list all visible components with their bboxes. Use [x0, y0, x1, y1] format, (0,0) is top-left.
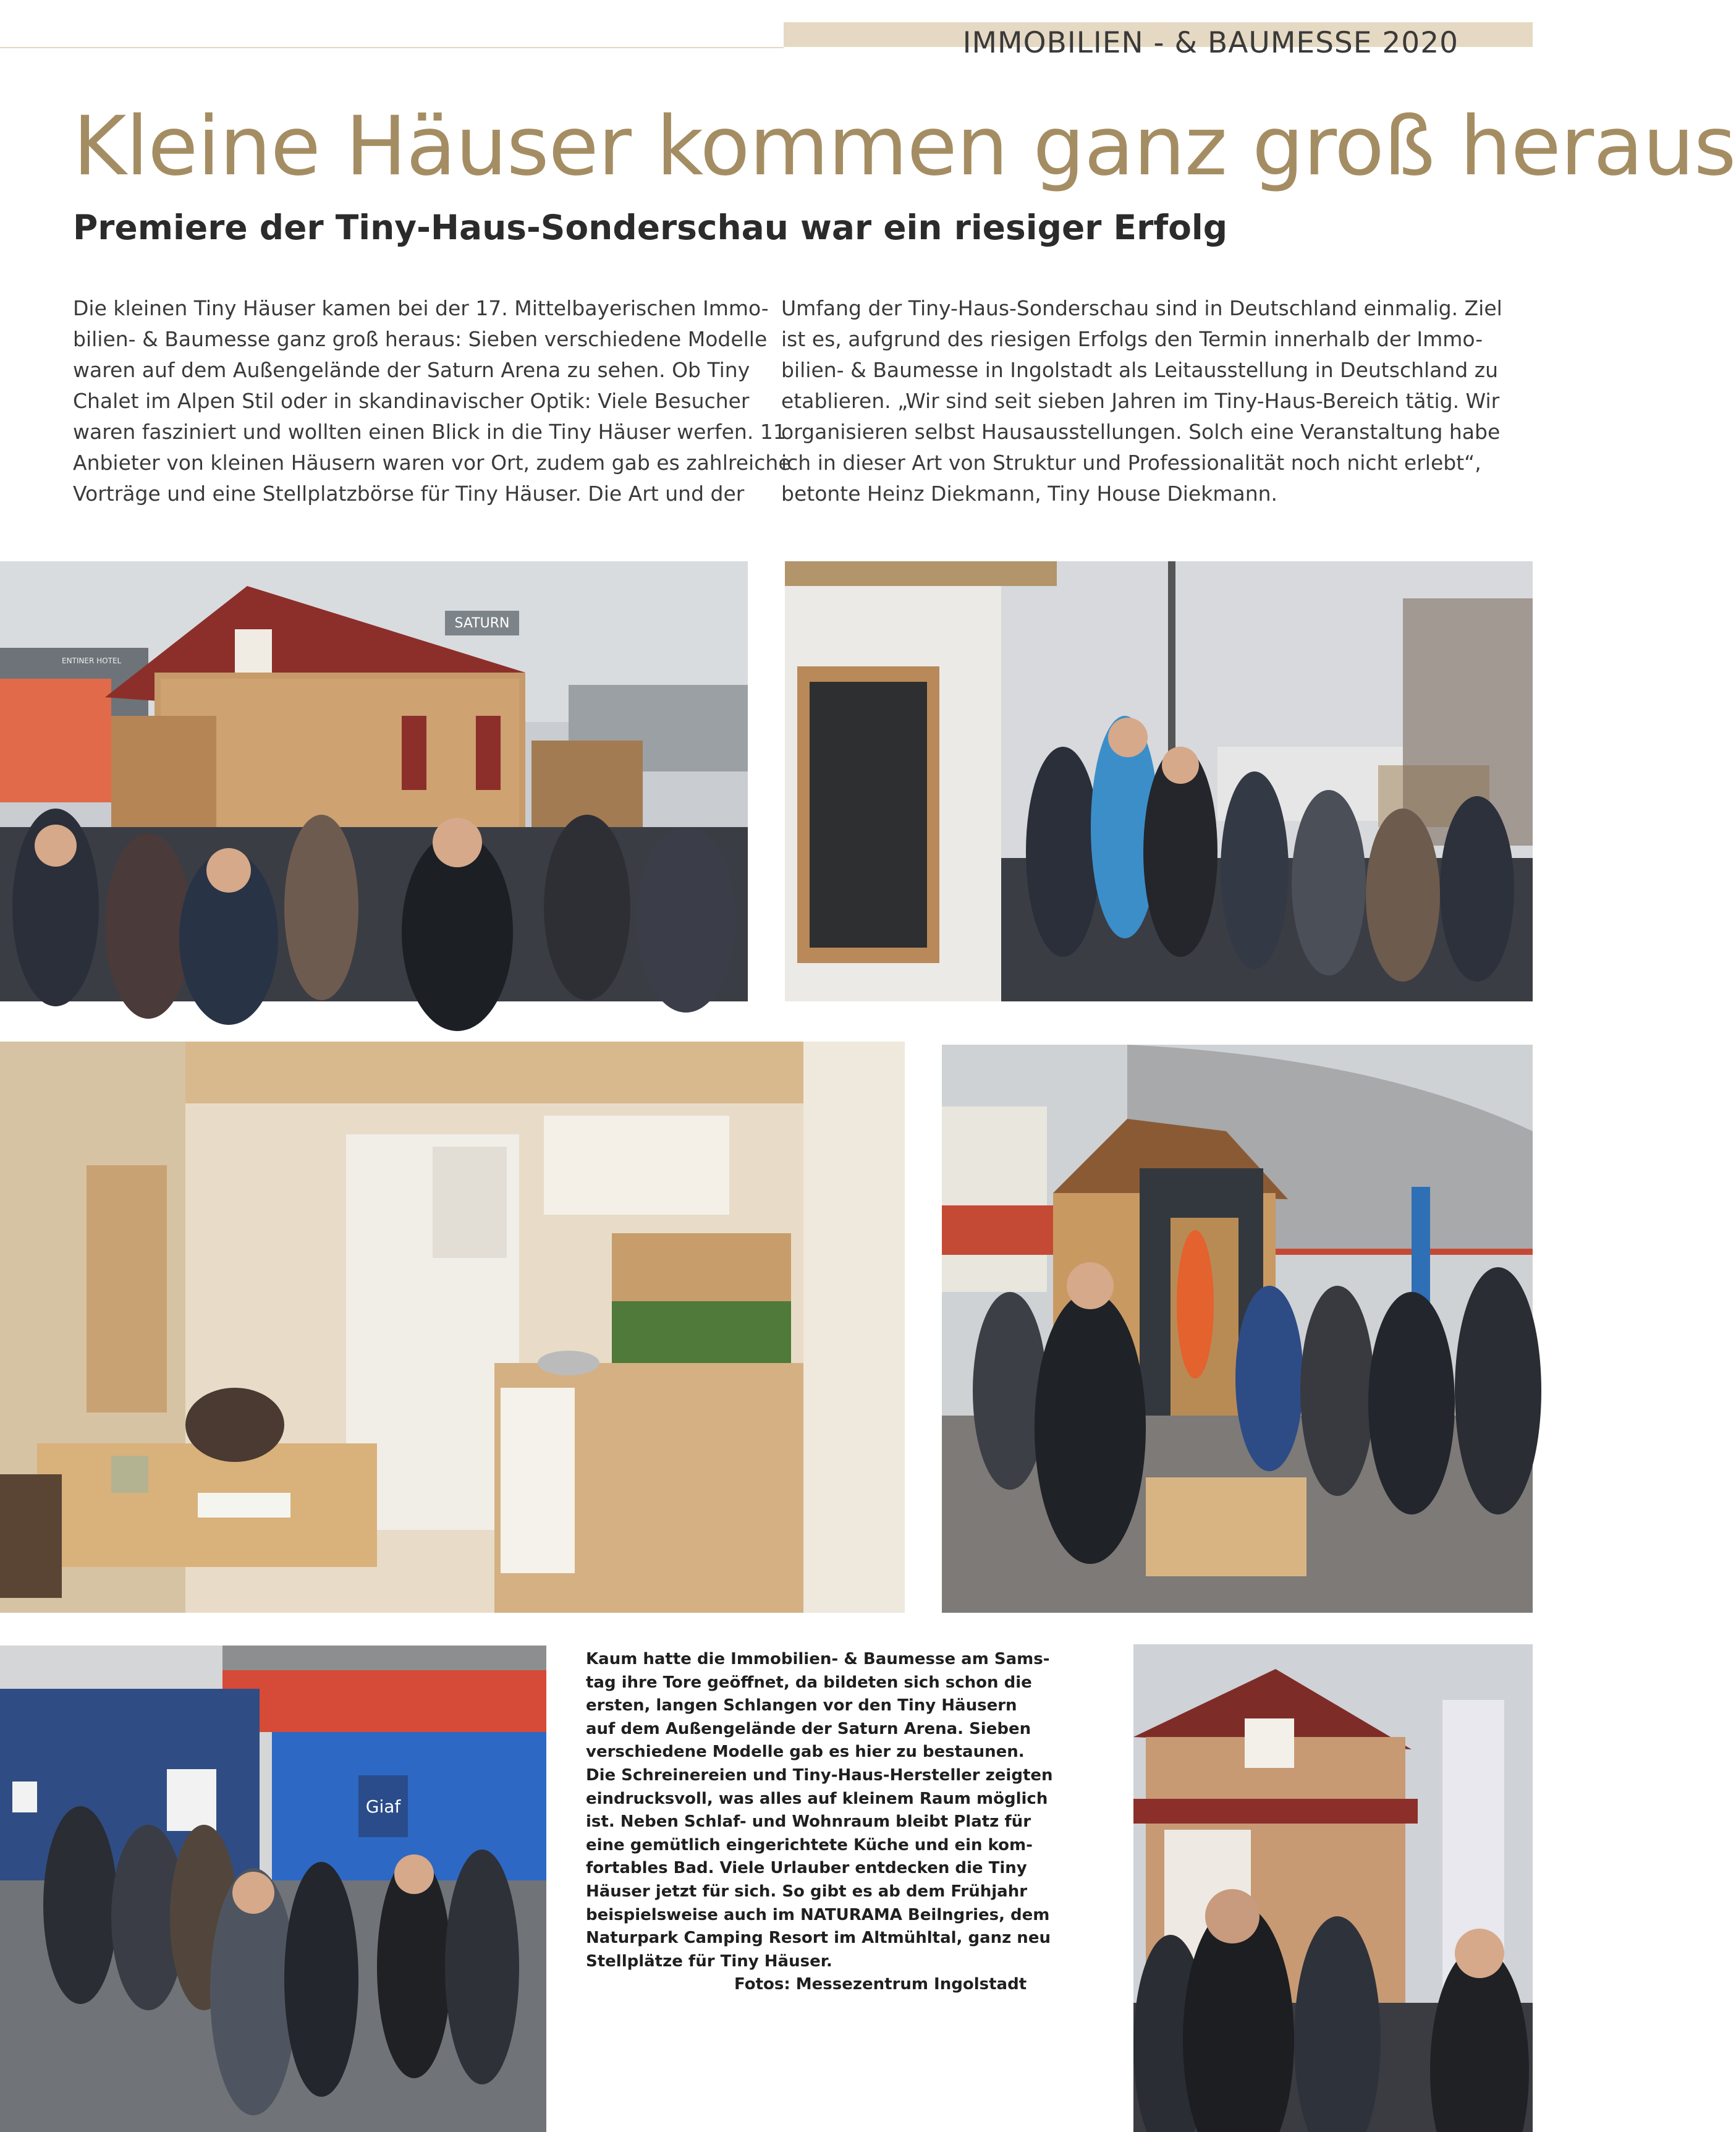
intro-line: organisieren selbst Hausausstellungen. Solch eine Veranstaltung habe: [781, 420, 1501, 444]
intro-column-left: [73, 293, 791, 509]
intro-line: Umfang der Tiny-Haus-Sonderschau sind in Deutschland einmalig. Ziel: [781, 296, 1502, 320]
caption-line: beispielsweise auch im NATURAMA Beilngries, dem: [586, 1905, 1050, 1924]
giaf-logo: Giaf: [365, 1796, 401, 1817]
intro-line: bilien- & Baumesse ganz groß heraus: Sieben verschiedene Modelle: [73, 327, 768, 351]
caption-line: auf dem Außengelände der Saturn Arena. Sieben: [586, 1719, 1031, 1738]
photo-tiny-house-crowd: [0, 561, 748, 1001]
intro-line: Anbieter von kleinen Häusern waren vor Ort, zudem gab es zahlreiche: [73, 451, 791, 475]
caption-line: fortables Bad. Viele Urlauber entdecken die Tiny: [586, 1859, 1027, 1878]
photo-window-queue: [785, 561, 1533, 1001]
intro-line: bilien- & Baumesse in Ingolstadt als Leitausstellung in Deutschland zu: [781, 358, 1498, 382]
header-rule: [0, 47, 784, 48]
caption-line: tag ihre Tore geöffnet, da bildeten sich schon die: [586, 1673, 1032, 1692]
header-band: [784, 22, 1533, 60]
photo-red-tiny-house: [1133, 1644, 1533, 2132]
intro-column-right: [781, 293, 1502, 509]
caption-line: ersten, langen Schlangen vor den Tiny Häusern: [586, 1696, 1017, 1715]
hotel-sign: ENTINER HOTEL: [62, 656, 122, 665]
article-subtitle: Premiere der Tiny-Haus-Sonderschau war ein riesiger Erfolg: [73, 208, 1228, 247]
caption-line: Die Schreinereien und Tiny-Haus-Hersteller zeigten: [586, 1765, 1053, 1785]
intro-line: etablieren. „Wir sind seit sieben Jahren im Tiny-Haus-Bereich tätig. Wir: [781, 389, 1500, 413]
intro-line: Vorträge und eine Stellplatzbörse für Tiny Häuser. Die Art und der: [73, 482, 745, 506]
intro-line: ist es, aufgrund des riesigen Erfolgs den Termin innerhalb der Immo-: [781, 327, 1483, 351]
intro-line: ich in dieser Art von Struktur und Professionalität noch nicht erlebt“,: [781, 451, 1481, 475]
photo-glass-tiny-house: [942, 1045, 1533, 1613]
intro-line: Chalet im Alpen Stil oder in skandinavischer Optik: Viele Besucher: [73, 389, 750, 413]
section-label: IMMOBILIEN - & BAUMESSE 2020: [962, 26, 1459, 60]
intro-line: Die kleinen Tiny Häuser kamen bei der 17. Mittelbayerischen Immo-: [73, 296, 769, 320]
caption-line: Häuser jetzt für sich. So gibt es ab dem Frühjahr: [586, 1882, 1028, 1901]
caption-line: verschiedene Modelle gab es hier zu bestaunen.: [586, 1743, 1025, 1762]
photo-caption: [586, 1648, 1053, 1997]
photo-credit: Fotos: Messezentrum Ingolstadt: [734, 1975, 1027, 1994]
photo-interior-kitchen: [0, 1042, 905, 1613]
intro-line: betonte Heinz Diekmann, Tiny House Diekmann.: [781, 482, 1278, 506]
caption-line: Kaum hatte die Immobilien- & Baumesse am Sams-: [586, 1650, 1050, 1668]
caption-line: eindrucksvoll, was alles auf kleinem Raum möglich: [586, 1789, 1048, 1808]
intro-line: waren auf dem Außengelände der Saturn Arena zu sehen. Ob Tiny: [73, 358, 750, 382]
intro-line: waren fasziniert und wollten einen Blick in die Tiny Häuser werfen. 11: [73, 420, 786, 444]
article-title: Kleine Häuser kommen ganz groß heraus: [73, 99, 1736, 194]
caption-line: Naturpark Camping Resort im Altmühltal, ganz neu: [586, 1929, 1051, 1948]
photo-blue-tiny-house: [0, 1646, 546, 2132]
caption-line: ist. Neben Schlaf- und Wohnraum bleibt Platz für: [586, 1812, 1031, 1832]
caption-line: eine gemütlich eingerichtete Küche und ein kom-: [586, 1835, 1033, 1854]
saturn-sign: SATURN: [454, 616, 510, 631]
caption-line: Stellplätze für Tiny Häuser.: [586, 1952, 832, 1971]
